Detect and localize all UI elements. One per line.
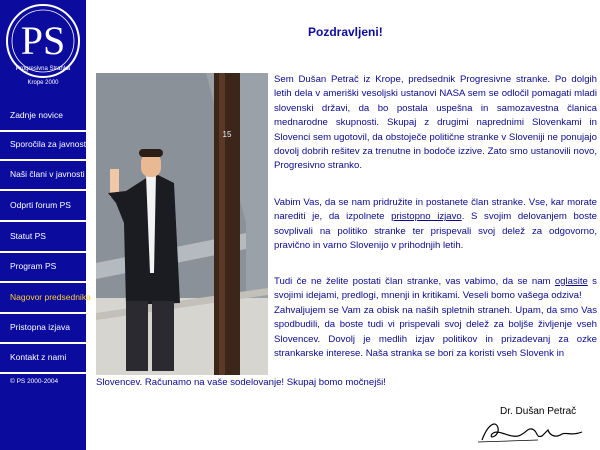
nav-item-sporocila[interactable] bbox=[0, 137, 86, 157]
membership-form-link[interactable]: pristopno izjavo bbox=[391, 211, 462, 223]
nav-item-kontakt[interactable] bbox=[0, 350, 86, 370]
thanks-paragraph-end: Slovencev. Računamo na vaše sodelovanje! Skupaj bomo močnejši! bbox=[96, 377, 386, 388]
signature-name: Dr. Dušan Petrač bbox=[500, 406, 577, 417]
nav-divider bbox=[0, 281, 86, 283]
nav-label: Pristopna izjava bbox=[10, 322, 71, 332]
contact-link[interactable]: oglasite bbox=[554, 276, 588, 287]
sidebar bbox=[0, 0, 91, 450]
invite-text-end: . S svojim delovanjem boste sovplivali na politiko stranke ter prispevali svoj delež za odgovorno, pravično in varno Slovenijo v prihodnjih letih. bbox=[274, 211, 597, 252]
contact-text-end: s svojimi idejami, predlogi, mnenji in kritikami. Veseli bomo vašega odziva! bbox=[274, 276, 597, 302]
logo[interactable] bbox=[6, 4, 80, 78]
logo-year: Krope 2000 bbox=[27, 80, 59, 86]
nav-item-clani[interactable] bbox=[0, 167, 86, 187]
nav-item-statut[interactable] bbox=[0, 229, 86, 249]
intro-paragraph: Sem Dušan Petrač iz Krope, predsednik Progresivne stranke. Po dolgih letih dela v ameriški vesoljski ustanovi NASA sem se odločil pomagati mladi slovenski državi, da bo postala uspešna in samozavestna članica mednarodne skupnosti. Skupaj z drugimi naprednimi Slovenkami in Slovenci sem ugotovil, da obstoječe politične stranke v Sloveniji ne ponujajo dovolj dobrih rešitev za trenutne in bodoče izzive. Zato smo ustanovili novo, Progresivno stranko. bbox=[274, 74, 597, 172]
nav-divider bbox=[0, 312, 86, 314]
nav-divider bbox=[0, 130, 86, 132]
signature-image bbox=[478, 418, 588, 444]
thanks-paragraph: Zahvaljujem se Vam za obisk na naših spletnih straneh. Upam, da smo Vas spodbudili, da boste tudi vi prispevali svoj delež za boljše življenje vseh Slovencev. Dovolj je medlih izjav politikov in prizadevanj za ozke strankarske interese. Naša stranka se bori za koristi vseh Slovenk in bbox=[274, 305, 597, 360]
nav-label: Zadnje novice bbox=[10, 110, 63, 120]
nav-item-nagovor[interactable] bbox=[0, 290, 91, 310]
invite-text-start: Vabim Vas, da se nam pridružite in postanete član stranke. Vse, kar morate narediti je, da izpolnete bbox=[274, 197, 597, 223]
logo-letters: PS bbox=[20, 18, 66, 63]
nav-divider bbox=[0, 342, 86, 344]
nav-divider bbox=[0, 251, 86, 253]
nav-item-forum[interactable] bbox=[0, 198, 86, 218]
nav-label: Statut PS bbox=[10, 231, 46, 241]
contact-text-start: Tudi če ne želite postati član stranke, vas vabimo, da se nam bbox=[274, 276, 555, 287]
invite-paragraph bbox=[274, 196, 597, 254]
nav-label: Naši člani v javnosti bbox=[10, 169, 85, 179]
president-photo bbox=[96, 73, 268, 375]
nav-label: Sporočila za javnost bbox=[10, 139, 87, 149]
nav-label: Kontakt z nami bbox=[10, 352, 67, 362]
nav-divider bbox=[0, 189, 86, 191]
logo-subtitle: Progresivna Stranka bbox=[15, 66, 71, 72]
nav-label: Program PS bbox=[10, 261, 57, 271]
nav-divider bbox=[0, 220, 86, 222]
nav-divider bbox=[0, 372, 86, 374]
nav-divider bbox=[0, 159, 86, 161]
copyright: © PS 2000-2004 bbox=[10, 378, 59, 385]
nav-item-zadnje-novice[interactable] bbox=[0, 108, 86, 128]
contact-paragraph bbox=[274, 275, 597, 304]
nav-label: Nagovor predsednika bbox=[10, 292, 91, 302]
pole-number: 15 bbox=[222, 130, 232, 139]
page-title: Pozdravljeni! bbox=[308, 25, 383, 39]
nav-item-program[interactable] bbox=[0, 259, 86, 279]
nav-item-pristopna[interactable] bbox=[0, 320, 86, 340]
nav-label: Odprti forum PS bbox=[10, 200, 71, 210]
